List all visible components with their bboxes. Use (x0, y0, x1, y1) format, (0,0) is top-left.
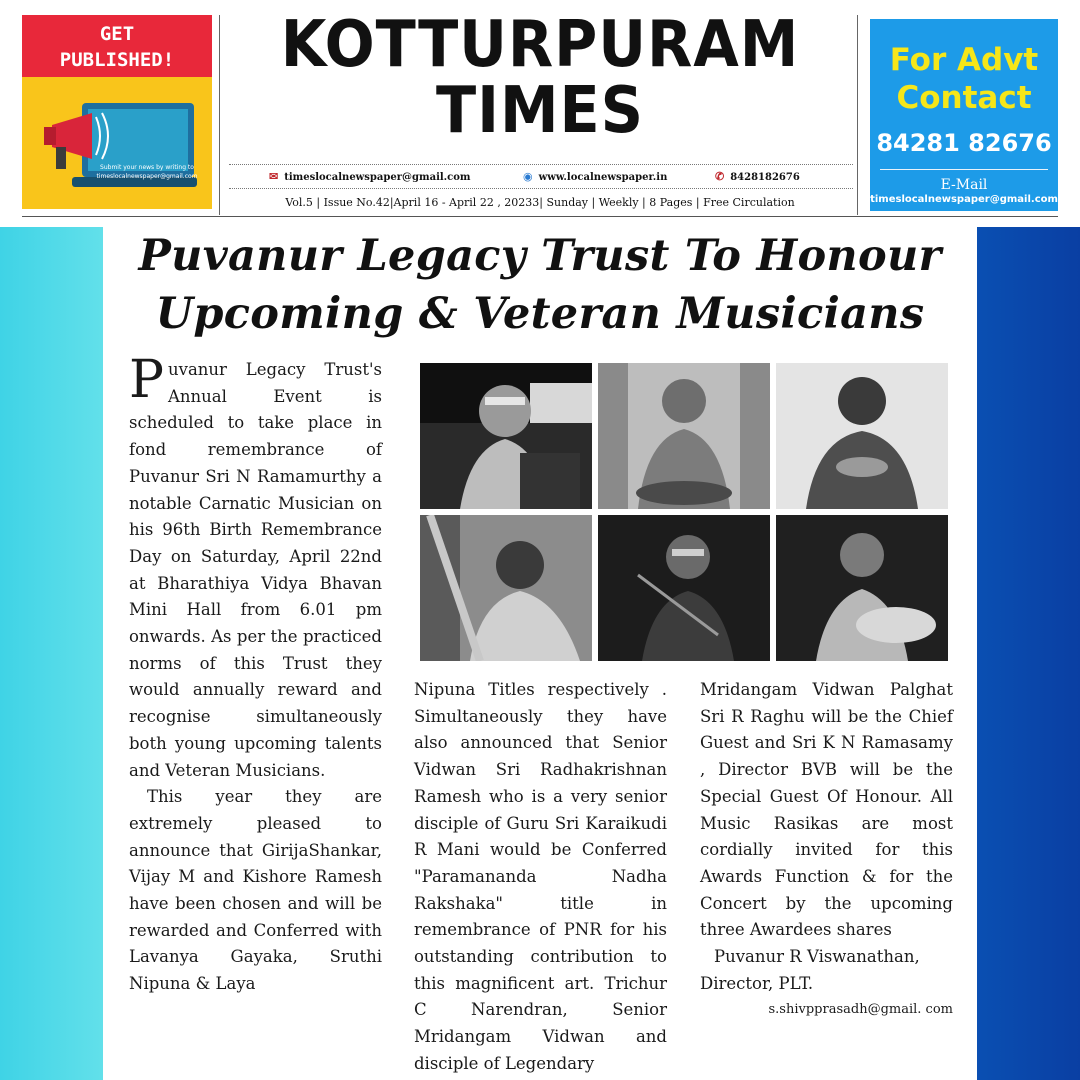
photo-veena-player[interactable] (420, 515, 592, 661)
globe-icon: ◉ (523, 170, 533, 183)
advertisement-contact-box[interactable] (870, 19, 1058, 211)
title-line-2: TIMES (436, 74, 644, 148)
paragraph: This year they are extremely pleased to announce that GirijaShankar, Vijay M and Kishore Ramesh have been chosen and will be rewarded and Conferred with Lavanya Gayaka, Sruthi Nipuna & Laya (129, 787, 382, 994)
photo-vocalist-with-tabla[interactable] (776, 363, 948, 509)
photo-percussionist-seated[interactable] (598, 363, 770, 509)
promo-banner-line-1: GET (99, 23, 135, 45)
signature-name: Puvanur R Viswanathan, (714, 947, 920, 967)
promo-banner-line-2: PUBLISHED! (59, 49, 175, 71)
advt-phone: 84281 82676 (876, 129, 1052, 157)
email-text: timeslocalnewspaper@gmail.com (284, 172, 471, 183)
title-block (225, 8, 855, 217)
mail-icon: ✉ (269, 170, 279, 183)
website-text: www.localnewspaper.in (538, 172, 668, 183)
paragraph: Mridangam Vidwan Palghat Sri R Raghu will be the Chief Guest and Sri K N Ramasamy , Director BVB will be the Special Guest Of Honour. All Music Rasikas are most cordially invited for this Awards Function & for the Concert by the upcoming three Awardees shares (700, 680, 953, 940)
drop-cap: P (129, 350, 164, 410)
right-decorative-bar (977, 227, 1080, 1080)
masthead (0, 0, 1080, 222)
signature-title: Director, PLT. (700, 973, 814, 993)
issue-info: Vol.5 | Issue No.42|April 16 - April 22 , 20233| Sunday | Weekly | 8 Pages | Free Circulation (285, 196, 795, 209)
phone-icon: ✆ (715, 170, 725, 183)
headline-line-1: Puvanur Legacy Trust To Honour (138, 231, 942, 281)
photo-mridangam-player[interactable] (776, 515, 948, 661)
article-column-3 (700, 677, 953, 1024)
paragraph-text: uvanur Legacy Trust's Annual Event is scheduled to take place in fond remembrance of Puvanur Sri N Ramamurthy a notable Carnatic Musician on his 96th Birth Remembrance Day on Saturday, April 22nd at Bharathiya Vidya Bhavan Mini Hall from 6.01 pm onwards. As per the practiced norms of this Trust they would annually reward and recognise simultaneously both young upcoming talents and Veteran Musicians. (129, 360, 382, 780)
advt-title-line-2: Contact (896, 80, 1032, 116)
phone-contact[interactable] (715, 170, 800, 183)
promo-note: Submit your news by writing to timeslocalnewspaper@gmail.com (96, 164, 198, 180)
title-line-1: KOTTURPURAM (280, 8, 800, 82)
article-column-2 (414, 677, 667, 1078)
headline (103, 227, 977, 343)
left-decorative-bar (0, 227, 103, 1080)
paragraph: Nipuna Titles respectively . Simultaneously they have also announced that Senior Vidwan Sri Radhakrishnan Ramesh who is a very senior disciple of Guru Sri Karaikudi R Mani would be Conferred "Paramananda Nadha Rakshaka" title in remembrance of PNR for his outstanding contribution to this magnificent art. Trichur C Narendran, Senior Mridangam Vidwan and disciple of Legendary (414, 680, 667, 1073)
website-contact[interactable] (523, 170, 667, 183)
photo-speaker-at-podium[interactable] (420, 363, 592, 509)
advt-email: timeslocalnewspaper@gmail.com (870, 194, 1058, 205)
article (103, 227, 977, 1080)
photo-violinist[interactable] (598, 515, 770, 661)
masthead-bottom-rule (22, 216, 1058, 217)
rule (229, 188, 853, 189)
get-published-promo[interactable] (22, 15, 212, 209)
paragraph (129, 350, 382, 784)
rule (229, 164, 853, 165)
musician-photo-grid (420, 363, 948, 663)
newspaper-title (250, 8, 830, 148)
reporter-email[interactable]: s.shivpprasadh@gmail. com (768, 1002, 953, 1018)
divider (880, 169, 1048, 170)
advt-title-line-1: For Advt (889, 42, 1039, 78)
advt-email-label: E-Mail (940, 177, 988, 193)
divider (857, 15, 858, 215)
advt-title (870, 41, 1058, 117)
divider (219, 15, 220, 215)
promo-banner (22, 15, 212, 77)
phone-text: 8428182676 (730, 172, 800, 183)
contact-line (225, 170, 855, 188)
email-contact[interactable] (269, 170, 470, 183)
headline-line-2: Upcoming & Veteran Musicians (155, 289, 925, 339)
article-column-1 (129, 350, 382, 998)
